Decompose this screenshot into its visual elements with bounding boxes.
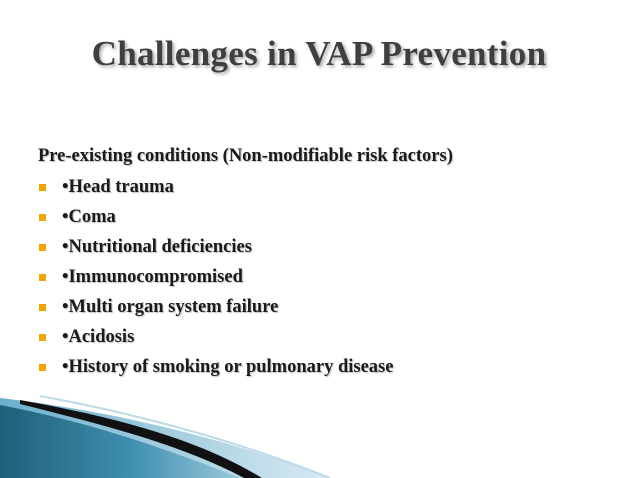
square-bullet-icon [39,334,46,341]
square-bullet-icon [39,274,46,281]
list-item [38,265,618,295]
list-item [38,235,618,265]
list-item-text: •Immunocompromised [62,267,243,287]
square-bullet-icon [39,364,46,371]
list-item-text: •Head trauma [62,177,174,197]
list-item [38,205,618,235]
list-item [38,355,618,385]
list-item [38,295,618,325]
slide-content [38,145,618,385]
square-bullet-icon [39,214,46,221]
square-bullet-icon [39,184,46,191]
slide-title: Challenges in VAP Prevention [91,34,547,73]
list-item [38,325,618,355]
square-bullet-icon [39,304,46,311]
list-item [38,175,618,205]
list-item-text: •Multi organ system failure [62,297,279,317]
list-item-text: •Coma [62,207,116,227]
list-item-text: •History of smoking or pulmonary disease [62,357,394,377]
bullet-list [38,175,618,385]
square-bullet-icon [39,244,46,251]
content-heading: Pre-existing conditions (Non-modifiable risk factors) [38,146,453,166]
list-item-text: •Acidosis [62,327,135,347]
list-item-text: •Nutritional deficiencies [62,237,252,257]
